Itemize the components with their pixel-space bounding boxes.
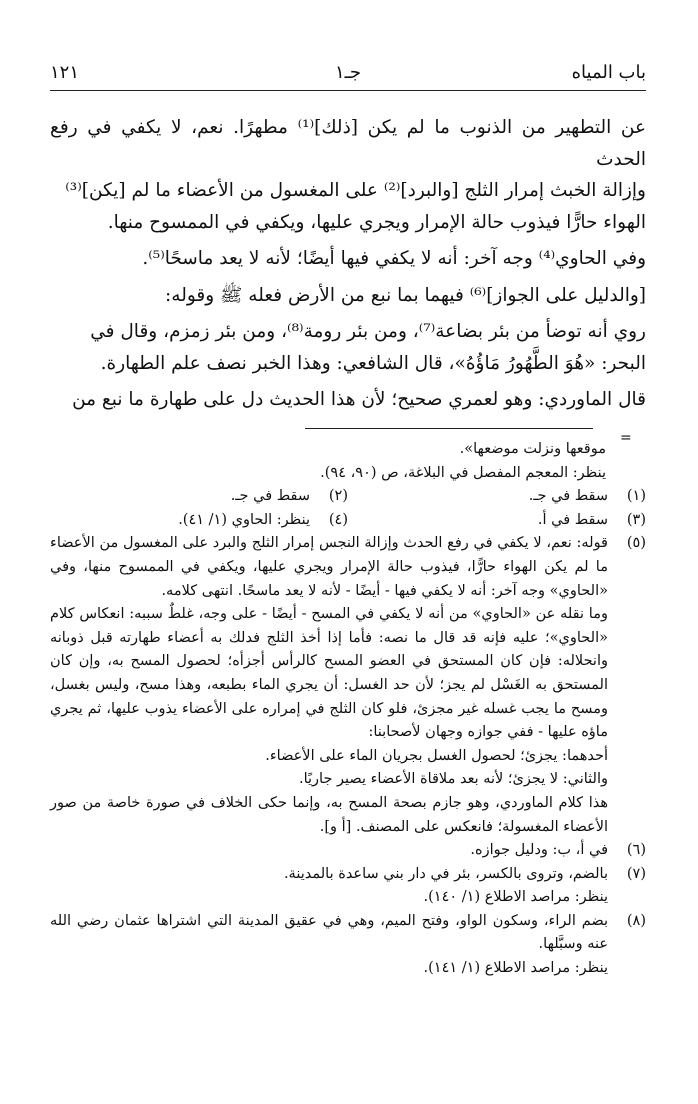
footnote-text: بالضم، وتروى بالكسر، بئر في دار بني ساعدة بالمدينة. <box>283 865 608 882</box>
footnote-text: سقط في جـ. <box>528 488 608 505</box>
footnote-continuation: موقعها ونزلت موضعها». <box>459 441 606 457</box>
volume-label: جـ١ <box>334 62 362 83</box>
main-line: عن التطهير من الذنوب ما لم يكن [ذلك]⁽¹⁾ مطهرًا. نعم، لا يكفي في رفع الحدث <box>50 117 646 170</box>
footnote-number: (٧) <box>626 865 646 882</box>
footnote-text: هذا كلام الماوردي، وهو جازم بصحة المسح به، وإنما حكى الخلاف في صورة خاصة من صور الأعضاء المغسولة؛ فانعكس على المصنف. [أ و]. <box>50 794 608 835</box>
chapter-title: باب المياه <box>571 62 646 83</box>
footnote-row <box>50 509 646 533</box>
page-header <box>50 62 646 90</box>
footnote-number: (٢) <box>328 488 348 505</box>
page-number: ١٢١ <box>50 62 80 83</box>
footnote-number: (٤) <box>328 511 348 528</box>
main-line: قال الماوردي: وهو لعمري صحيح؛ لأن هذا الحديث دل على طهارة ما نبع من <box>72 389 646 410</box>
footnote-separator <box>305 428 593 429</box>
footnote-number: (١) <box>626 488 646 505</box>
footnote-continuation: ينظر: المعجم المفصل في البلاغة، ص (٩٠، ٩٤). <box>320 464 606 481</box>
main-line: الهواء حارًّا فيذوب حالة الإمرار ويجري عليها، ويكفي في الممسوح منها. <box>107 211 646 233</box>
footnote <box>50 910 646 981</box>
footnote-text: سقط في أ. <box>537 511 608 528</box>
footnote-text: وما نقله عن «الحاوي» من أنه لا يكفي في المسح - أيضًا - على وجه، غلطٌ سببه: انعكاس كلام «الحاوي»؛ عليه فإنه قد قال ما نصه: فأما إذا أخذ الثلج فدلك به أعضاء طهارته قبل ذوبانه وانحلاله: فإن كان المستحق في العضو المسح كالرأس أجزأه؛ لحصول المسح به، وإن كان المستحق به الغَسْل لم يجز؛ لأن حد الغسل: أن يجري الماء بطبعه، وهذا مسح، وليس بغسل، ومسح ما يجب غسله غير مجزئ، فلو كان الثلج في إمراره على الأعضاء يذوب عليها، ثم يجري ماؤه عليها - ففي جوازه وجهان لأصحابنا: <box>50 606 608 741</box>
continuation-mark: = <box>620 430 632 446</box>
main-line: البحر: «هُوَ الطَّهُورُ مَاؤُهُ»، قال الشافعي: وهذا الخبر نصف علم الطهارة. <box>100 352 646 374</box>
header-rule <box>50 90 646 91</box>
footnote <box>50 839 646 863</box>
footnote-number: (٦) <box>626 842 646 859</box>
footnote-row <box>50 485 646 509</box>
footnote-text: بضم الراء، وسكون الواو، وفتح الميم، وهي في عقيق المدينة التي اشتراها عثمان رضي الله عنه وسبَّلها. <box>50 912 608 953</box>
footnote-text: قوله: نعم، لا يكفي في رفع الحدث وإزالة النجس إمرار الثلج والبرد على المغسول من الأعضاء ما لم يكن الهواء حارًّا، فيذوب حالة الإمرار ويجري عليها، ويكفي في الممسوح منها، وفي «الحاوي» وجه آخر: أنه لا يكفي فيها - أيضًا - لأنه لا يعد ماسحًا. انتهى كلامه. <box>50 535 608 599</box>
footnote-text: والثاني: لا يجزئ؛ لأنه بعد ملاقاة الأعضاء يصير جاريًا. <box>298 771 608 788</box>
main-line: روي أنه توضأ من بئر بضاعة⁽⁷⁾، ومن بئر رومة⁽⁸⁾، ومن بئر زمزم، وقال في <box>90 321 646 342</box>
footnotes <box>50 438 646 981</box>
footnote <box>50 532 646 839</box>
footnote-text: ينظر: مراصد الاطلاع (١/ ١٤١). <box>423 960 608 977</box>
footnote-text: في أ، ب: ودليل جوازه. <box>470 842 608 859</box>
main-text <box>50 112 646 416</box>
footnote-text: أحدهما: يجزئ؛ لحصول الغسل بجريان الماء على الأعضاء. <box>265 747 608 764</box>
footnote-text: ينظر: مراصد الاطلاع (١/ ١٤٠). <box>423 889 608 906</box>
footnote-number: (٥) <box>626 535 646 552</box>
footnote-text: ينظر: الحاوي (١/ ٤١). <box>178 511 310 528</box>
main-paragraph: [والدليل على الجواز]⁽⁶⁾ فيهما بما نبع من الأرض فعله ﷺ وقوله: <box>165 284 646 306</box>
main-line: وإزالة الخبث إمرار الثلج [والبرد]⁽²⁾ على المغسول من الأعضاء ما لم [يكن]⁽³⁾ <box>65 180 646 201</box>
footnote-number: (٨) <box>626 912 646 929</box>
main-paragraph: وفي الحاوي⁽⁴⁾ وجه آخر: أنه لا يكفي فيها أيضًا؛ لأنه لا يعد ماسحًا⁽⁵⁾. <box>142 248 646 269</box>
footnote-number: (٣) <box>626 511 646 528</box>
footnote-text: سقط في جـ. <box>230 488 310 505</box>
footnote <box>50 863 646 910</box>
